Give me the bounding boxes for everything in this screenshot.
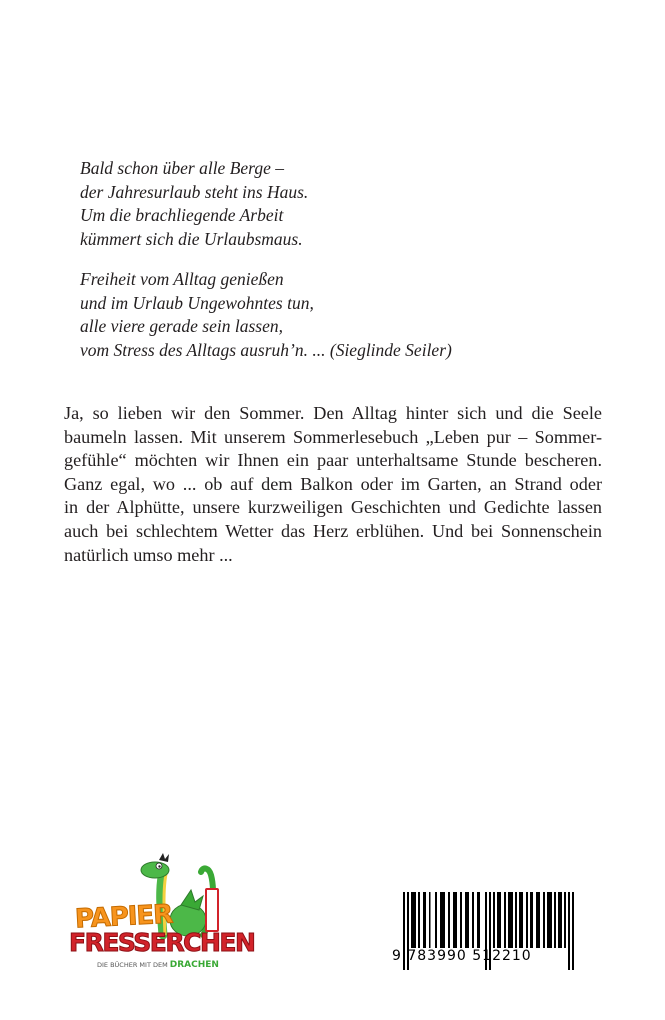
poem-line: Bald schon über alle Berge – bbox=[80, 158, 284, 178]
poem-line: und im Urlaub Ungewohntes tun, bbox=[80, 292, 314, 313]
poem-stanza-1 bbox=[80, 157, 308, 251]
blurb-paragraph bbox=[64, 402, 602, 567]
blurb-line: Ganz egal, wo ... ob auf dem Balkon oder im Garten, an Strand oder bbox=[64, 473, 602, 494]
badge-icon bbox=[205, 888, 219, 932]
publisher-logo bbox=[69, 850, 255, 975]
poem-line: alle viere gerade sein lassen, bbox=[80, 316, 283, 336]
blurb-line: natürlich umso mehr ... bbox=[64, 544, 233, 565]
poem-stanza-2 bbox=[80, 268, 452, 362]
blurb-line: baumeln lassen. Mit unserem Sommerlesebuch „Leben pur – Sommer- bbox=[64, 426, 602, 447]
tagline-text: DIE BÜCHER MIT DEM bbox=[97, 961, 168, 969]
poem-line: Freiheit vom Alltag genießen bbox=[80, 269, 284, 289]
logo-text-fresserchen: FRESSERCHEN bbox=[69, 928, 255, 957]
blurb-line: Ja, so lieben wir den Sommer. Den Alltag hinter sich und die Seele bbox=[64, 403, 602, 423]
tagline-emphasis: DRACHEN bbox=[169, 960, 219, 970]
poem-line: vom Stress des Alltags ausruh’n. ... (Sieglinde Seiler) bbox=[80, 339, 452, 360]
poem-line: der Jahresurlaub steht ins Haus. bbox=[80, 181, 309, 202]
poem-line: kümmert sich die Urlaubsmaus. bbox=[80, 228, 303, 249]
blurb-line: auch bei schlechtem Wetter das Herz erblühen. Und bei Sonnenschein bbox=[64, 520, 602, 541]
logo-text-papier: PAPIER bbox=[74, 899, 174, 935]
poem-line: Um die brachliegende Arbeit bbox=[80, 205, 284, 225]
blurb-line: in der Alphütte, unsere kurzweiligen Geschichten und Gedichte lassen bbox=[64, 497, 602, 518]
logo-tagline bbox=[97, 960, 219, 970]
isbn-number: 9 783990 512210 bbox=[392, 948, 532, 964]
blurb-line: gefühle“ möchten wir Ihnen ein paar unterhaltsame Stunde bescheren. bbox=[64, 450, 602, 471]
